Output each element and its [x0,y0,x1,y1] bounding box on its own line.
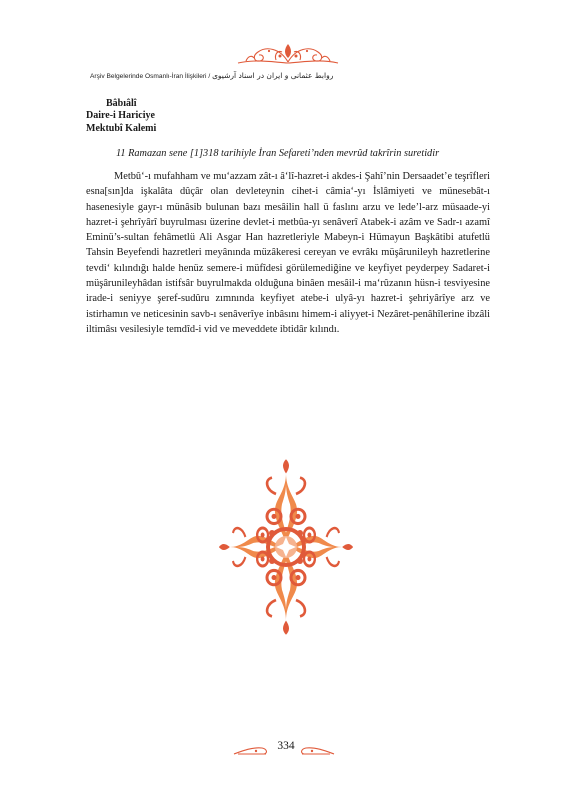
floral-scroll-ornament-icon [236,42,340,66]
office-line-daire: Daire-i Hariciye [86,110,155,122]
document-subtitle: 11 Ramazan sene [1]318 tarihiyle İran Sefareti’nden mevrûd takrîrin suretidir [116,148,440,159]
header-arabic-title: روابط عثمانى و ايران در اسناد آرشيوى [212,71,334,80]
office-block [86,98,156,135]
header-separator: / [208,73,211,80]
ornamental-cross-icon [219,456,353,638]
body-paragraph: Metbû‘-ı mufahham ve mu‘azzam zât-ı â‘lî-hazret-i akdes-i Şahî’nin Dersaadet’e teşrîfleri esna[sın]da işkalâta dûçâr olan devleteynin cihet-i câmia‘-yı İslâmiyeti ve münesebât-ı hasenesiyle gayr-ı münâsib bulunan bazı mesâilin hall ü faslını arzu ve lede’l-arz müsaade-yi hazret-i şehrîyârî buyrulması üzerine devlet-i metbûa-yı senâverî Atabek-i azâm ve Sadr-ı azamî Eminü’s-sultan fehâmetlü Ali Asgar Han hazretleriyle Mabeyn-i Hümayun Başkâtibi atufetlü Tahsin Beyefendi hazretleri meyânında müzâkeresi cereyan ve evrâkı müşârunileyh hazretlerine tevdi‘ kılındığı halde henüz semere-i müfîdesi görülemediğine ve keyfiyet peyderpey Sadaret-i müşârunileyhâdan istifsâr buyrulmakda olduğuna binâen mesâil-i ma‘rûzanın hüsn-i tesviyesine irade-i seniyye şeref-sudûru zımnında keyfiyet atebe-i ulyâ-yı hazret-i şehriyârîye arz ve istirhamın ve neticesinin savb-ı senâverîye inbâsını himem-i aliyyet-i Nezâret-penâhîlerine ibzâli iltimâsı vesilesiyle temdîd-i vid ve meveddete ibtidâr kılındı. [86,171,490,335]
running-header [90,71,490,80]
page-number: 334 [277,740,295,752]
header-latin-title: Arşiv Belgelerinde Osmanlı-İran İlişkileri [90,73,207,80]
office-line-kalem: Mektubî Kalemi [86,122,157,134]
office-line-babiali: Bâbıâlî [106,98,137,109]
